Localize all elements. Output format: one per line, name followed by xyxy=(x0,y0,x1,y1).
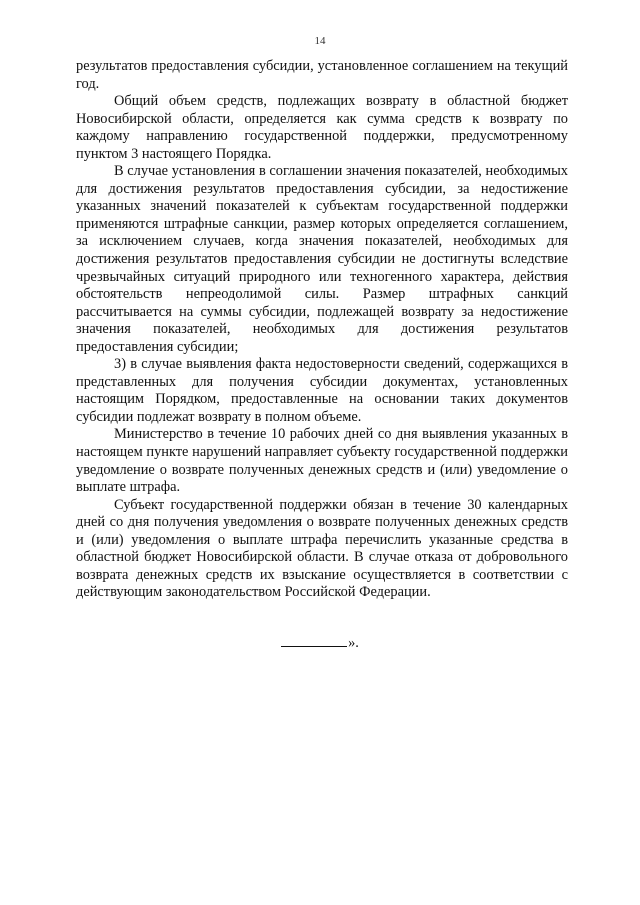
paragraph-ministry-notification: Министерство в течение 10 рабочих дней со дня выявления указанных в настоящем пункте нарушений направляет субъекту государственной поддержки уведомление о возврате полученных денежных средств и (или) уведомление о выплате штрафа. xyxy=(76,426,568,496)
paragraph-unreliable-information: 3) в случае выявления факта недостоверности сведений, содержащихся в представленных для получения субсидии документах, установленных настоящим Порядком, предоставленные на основании таких документов субсидии подлежат возврату в полном объеме. xyxy=(76,356,568,425)
closing-quote: ». xyxy=(348,635,359,651)
paragraph-result-continuation: результатов предоставления субсидии, установленное соглашением на текущий год. xyxy=(76,58,568,92)
paragraph-total-refund-volume: Общий объем средств, подлежащих возврату в областной бюджет Новосибирской области, определяется как сумма средств к возврату по каждому направлению государственной поддержки, предусмотренному пунктом 3 настоящего Порядка. xyxy=(76,93,568,162)
paragraph-penalty-sanctions: В случае установления в соглашении значения показателей, необходимых для достижения результатов предоставления субсидии, за недостижение указанных значений показателей к субъектам государственной поддержки применяются штрафные санкции, размер которых определяется соглашением, за исключением случаев, когда значения показателей, необходимых для достижения результатов предоставления субсидии не достигнуты вследствие чрезвычайных ситуаций природного или техногенного характера, действия обстоятельств непреодолимой силы. Размер штрафных санкций рассчитывается на суммы субсидии, подлежащей возврату за недостижение значения показателей, необходимых для достижения результатов предоставления субсидии; xyxy=(76,163,568,355)
paragraph-refund-obligation: Субъект государственной поддержки обязан в течение 30 календарных дней со дня получения уведомления о возврате полученных денежных средств и (или) уведомления о выплате штрафа перечислить указанные средства в областной бюджет Новосибирской области. В случае отказа от добровольного возврата денежных средств их взыскание осуществляется в соответствии с действующим законодательством Российской Федерации. xyxy=(76,496,568,601)
page-number: 14 xyxy=(314,35,326,47)
document-body xyxy=(76,58,568,602)
closing-mark xyxy=(0,634,640,652)
closing-rule xyxy=(281,635,347,647)
